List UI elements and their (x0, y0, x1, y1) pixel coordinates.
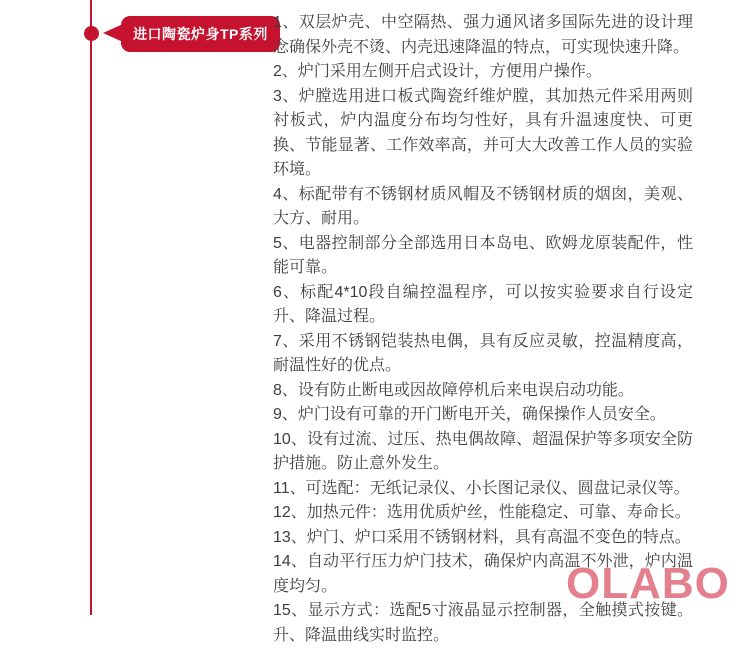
feature-item-2: 2、炉门采用左侧开启式设计，方便用户操作。 (273, 63, 602, 80)
feature-item-5: 5、电器控制部分全部选用日本岛电、欧姆龙原装配件，性能可靠。 (273, 234, 693, 276)
feature-item-1: 1、双层炉壳、中空隔热、强力通风诸多国际先进的设计理念确保外壳不烫、内壳迅速降温的特点，可实现快速升降。 (273, 14, 693, 56)
feature-item-12: 12、加热元件：选用优质炉丝，性能稳定、可靠、寿命长。 (273, 504, 691, 521)
series-label-text: 进口陶瓷炉身TP系列 (133, 26, 268, 42)
feature-list (273, 11, 693, 648)
feature-item-11: 11、可选配：无纸记录仪、小长图记录仪、圆盘记录仪等。 (273, 479, 690, 497)
timeline-dot (84, 26, 99, 41)
feature-item-9: 9、炉门设有可靠的开门断电开关，确保操作人员安全。 (273, 406, 666, 423)
feature-item-13: 13、炉门、炉口采用不锈钢材料，具有高温不变色的特点。 (273, 528, 691, 546)
feature-item-3: 3、炉膛选用进口板式陶瓷纤维炉膛，其加热元件采用两则衬板式，炉内温度分布均匀性好，具有升温速度快、可更换、节能显著、工作效率高，并可大大改善工作人员的实验环境。 (273, 87, 693, 178)
feature-item-4: 4、标配带有不锈钢材质风帽及不锈钢材质的烟囱，美观、大方、耐用。 (273, 185, 693, 227)
feature-item-7: 7、采用不锈钢铠装热电偶，具有反应灵敏，控温精度高，耐温性好的优点。 (273, 332, 693, 374)
timeline-line (90, 0, 92, 615)
olabo-watermark: OLABO (566, 559, 730, 608)
bubble-arrow-icon (103, 24, 123, 42)
feature-item-14: 14、自动平行压力炉门技术，确保炉内高温不外泄，炉内温度均匀。 (273, 553, 693, 595)
feature-item-6: 6、标配4*10段自编控温程序，可以按实验要求自行设定升、降温过程。 (273, 283, 693, 325)
feature-item-15: 15、显示方式：选配5寸液晶显示控制器，全触摸式按键。升、降温曲线实时监控。 (273, 602, 693, 644)
series-label-bubble (121, 16, 280, 52)
feature-item-10: 10、设有过流、过压、热电偶故障、超温保护等多项安全防护措施。防止意外发生。 (273, 430, 693, 472)
feature-item-8: 8、设有防止断电或因故障停机后来电误启动功能。 (273, 381, 634, 399)
